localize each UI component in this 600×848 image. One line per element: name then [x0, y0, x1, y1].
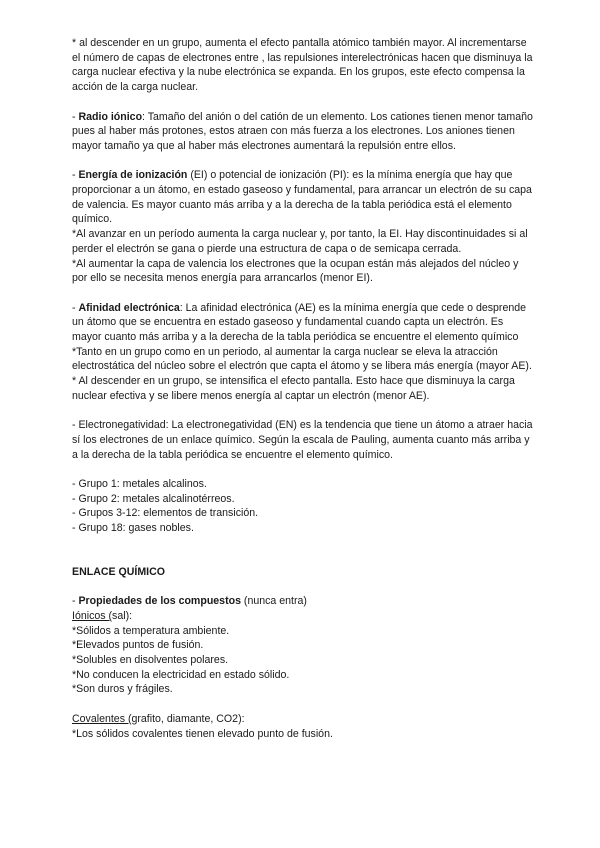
- paragraph-propiedades: - Propiedades de los compuestos (nunca entra): [72, 595, 307, 608]
- subheading-ionicos: Iónicos (sal):: [72, 609, 133, 622]
- list-item-grupo: - Grupos 3-12: elementos de transición.: [72, 507, 259, 520]
- list-item-ionicos: *Solubles en disolventes polares.: [72, 654, 229, 667]
- list-item-ionicos: *Son duros y frágiles.: [72, 683, 173, 696]
- paragraph-pantalla: * al descender en un grupo, aumenta el efecto pantalla atómico también mayor. Al incrementarse el número de capas de electrones entre , las repulsiones interelectrónicas hacen que disminuya la carga nuclear efectiva y la nube electrónica se expanda. En los grupos, este efecto compensa la acción de la carga nuclear.: [72, 37, 533, 94]
- term-propiedades: Propiedades de los compuestos: [78, 595, 241, 608]
- paragraph-afinidad-electronica: - Afinidad electrónica: La afinidad electrónica (AE) es la mínima energía que cede o desprende un átomo que se encuentra en estado gaseoso y fundamental cuando capta un electrón. Es mayor cuanto más arriba y a la derecha de la tabla periódica se encuentre el elemento químico: [72, 301, 527, 344]
- term-afinidad-electronica: Afinidad electrónica: [78, 301, 180, 314]
- list-item-grupo: - Grupo 18: gases nobles.: [72, 522, 194, 535]
- list-item-grupo: - Grupo 2: metales alcalinotérreos.: [72, 492, 235, 505]
- list-item-ionicos: *Elevados puntos de fusión.: [72, 639, 204, 652]
- note-ionizacion-2: *Al aumentar la capa de valencia los electrones que la ocupan están más alejados del núcleo y por ello se necesita menos energía para arrancarlos (menor EI).: [72, 257, 519, 285]
- subheading-covalentes: Covalentes (grafito, diamante, CO2):: [72, 712, 245, 725]
- list-item-ionicos: *Sólidos a temperatura ambiente.: [72, 624, 230, 637]
- list-item-covalentes: *Los sólidos covalentes tienen elevado punto de fusión.: [72, 727, 333, 740]
- document-page: [72, 36, 534, 741]
- term-radio-ionico: Radio iónico: [78, 110, 143, 123]
- term-energia-ionizacion: Energía de ionización: [78, 169, 188, 182]
- paragraph-radio-ionico: - Radio iónico: Tamaño del anión o del catión de un elemento. Los cationes tienen menor tamaño pues al haber más protones, estos atraen con más fuerza a los electrones. Los aniones tienen mayor tamaño ya que al haber más electrones aumentará la repulsión entre ellos.: [72, 110, 533, 152]
- paragraph-energia-ionizacion: - Energía de ionización (EI) o potencial de ionización (PI): es la mínima energía que hay que proporcionar a un átomo, en estado gaseoso y fundamental, para arrancar un electrón de su capa de valencia. Es mayor cuanto más arriba y a la derecha de la tabla periódica está el elemento químico.: [72, 169, 532, 226]
- list-item-grupo: - Grupo 1: metales alcalinos.: [72, 478, 207, 491]
- section-title-enlace-quimico: ENLACE QUÍMICO: [72, 565, 165, 578]
- note-afinidad-2: * Al descender en un grupo, se intensifica el efecto pantalla. Esto hace que disminuya la carga nuclear efectiva y se libere menos energía al captar un electrón (menor AE).: [72, 375, 515, 402]
- note-ionizacion-1: *Al avanzar en un período aumenta la carga nuclear y, por tanto, la EI. Hay discontinuidades si al perder el electrón se gana o pierde una estructura de capa o de semicapa cerrada.: [72, 228, 528, 255]
- note-afinidad-1: *Tanto en un grupo como en un periodo, al aumentar la carga nuclear se eleva la atracción electrostática del núcleo sobre el electrón que capta el átomo y se libera más energía (mayor AE).: [72, 345, 532, 373]
- list-item-ionicos: *No conducen la electricidad en estado sólido.: [72, 668, 290, 681]
- paragraph-electronegatividad: - Electronegatividad: La electronegatividad (EN) es la tendencia que tiene un átomo a atraer hacia sí los electrones de un enlace químico. Según la escala de Pauling, aumenta cuanto más arriba y a la derecha de la tabla periódica se encuentre el elemento químico.: [72, 419, 533, 461]
